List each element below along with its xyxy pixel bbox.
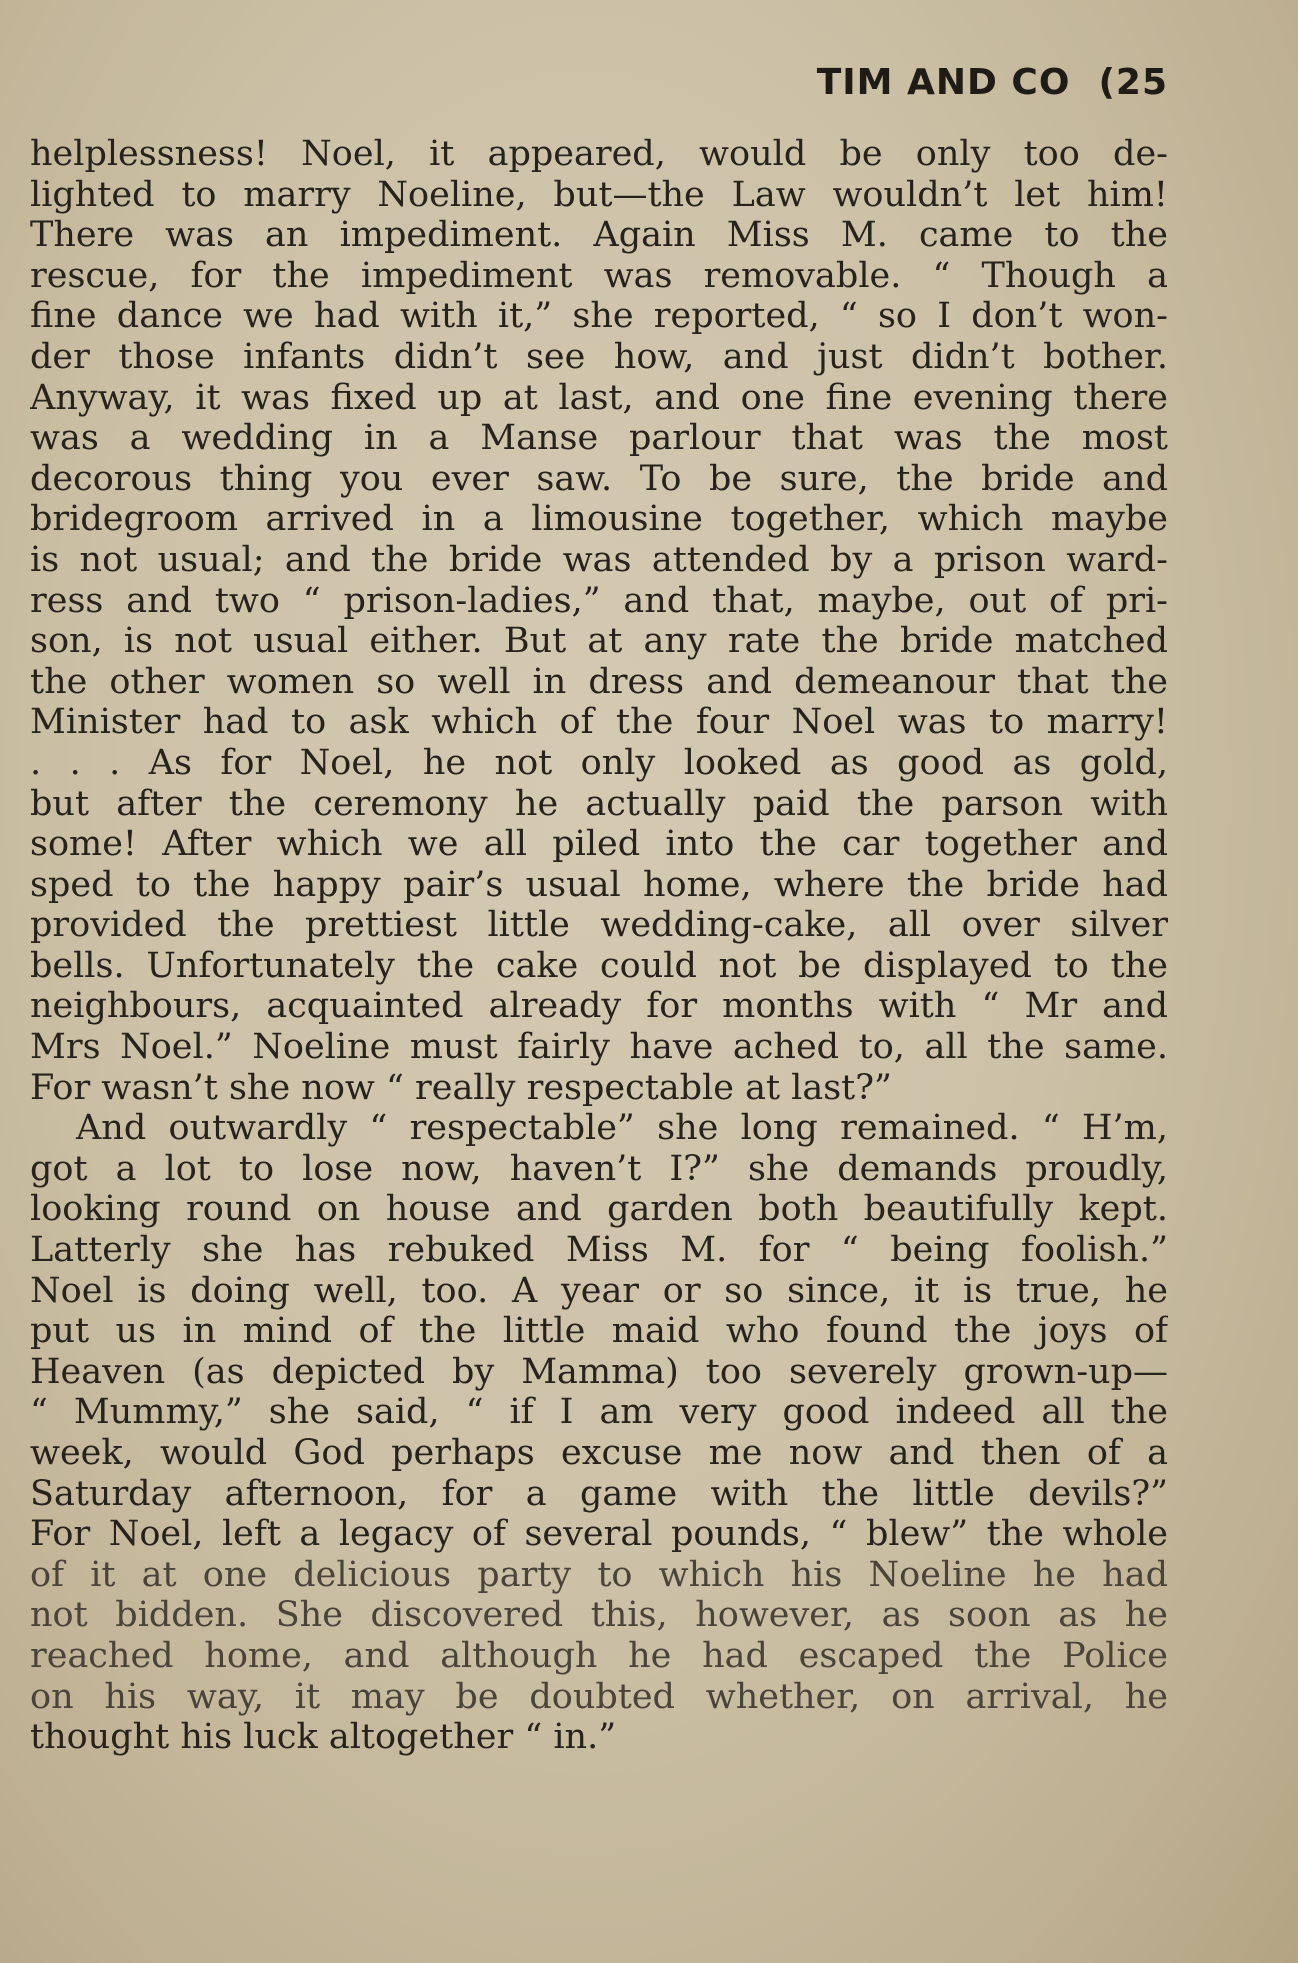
text-line: was a wedding in a Manse parlour that was the most: [30, 418, 1168, 459]
text-line: bells. Unfortunately the cake could not be displayed to the: [30, 945, 1168, 986]
text-line: bridegroom arrived in a limousine together, which maybe: [30, 499, 1168, 540]
text-line: And outwardly “ respectable” she long remained. “ H’m,: [76, 1108, 1168, 1149]
text-line: For Noel, left a legacy of several pounds, “ blew” the whole: [30, 1514, 1168, 1555]
text-line: Anyway, it was fixed up at last, and one fine evening there: [30, 377, 1168, 418]
text-line: not bidden. She discovered this, however, as soon as he: [30, 1595, 1168, 1636]
text-line: of it at one delicious party to which his Noeline he had: [30, 1554, 1168, 1595]
text-line: thought his luck altogether “ in.”: [30, 1717, 617, 1758]
text-line: decorous thing you ever saw. To be sure, the bride and: [30, 458, 1168, 499]
text-line: looking round on house and garden both beautifully kept.: [30, 1189, 1168, 1230]
text-line: on his way, it may be doubted whether, on arrival, he: [30, 1676, 1168, 1717]
page-number: (25: [1098, 62, 1168, 103]
text-line: is not usual; and the bride was attended by a prison ward-: [30, 539, 1168, 580]
text-line: . . . As for Noel, he not only looked as good as gold,: [30, 742, 1168, 783]
text-line: but after the ceremony he actually paid the parson with: [30, 783, 1168, 824]
text-line: Saturday afternoon, for a game with the little devils?”: [30, 1473, 1168, 1514]
text-line: neighbours, acquainted already for months with “ Mr and: [30, 986, 1168, 1027]
text-line: There was an impediment. Again Miss M. came to the: [30, 215, 1168, 256]
text-line: provided the prettiest little wedding-cake, all over silver: [30, 905, 1168, 946]
text-line: fine dance we had with it,” she reported, “ so I don’t won-: [30, 296, 1168, 337]
text-line: Minister had to ask which of the four Noel was to marry!: [30, 702, 1168, 743]
text-line: Latterly she has rebuked Miss M. for “ being foolish.”: [30, 1230, 1168, 1271]
text-line: rescue, for the impediment was removable. “ Though a: [30, 255, 1168, 296]
text-line: “ Mummy,” she said, “ if I am very good indeed all the: [30, 1392, 1168, 1433]
text-line: Noel is doing well, too. A year or so since, it is true, he: [30, 1270, 1168, 1311]
text-line: helplessness! Noel, it appeared, would be only too de-: [30, 134, 1168, 174]
text-line: ress and two “ prison-ladies,” and that, maybe, out of pri-: [30, 580, 1168, 621]
text-line: lighted to marry Noeline, but—the Law wouldn’t let him!: [30, 174, 1168, 215]
text-line: Mrs Noel.” Noeline must fairly have ached to, all the same.: [30, 1027, 1168, 1068]
text-line: der those infants didn’t see how, and just didn’t bother.: [30, 336, 1168, 377]
text-line: put us in mind of the little maid who found the joys of: [30, 1311, 1168, 1352]
running-head: [760, 62, 1168, 103]
text-line: some! After which we all piled into the car together and: [30, 824, 1168, 865]
text-line: the other women so well in dress and demeanour that the: [30, 661, 1168, 702]
text-line: son, is not usual either. But at any rate the bride matched: [30, 621, 1168, 662]
text-line: For wasn’t she now “ really respectable at last?”: [30, 1067, 892, 1108]
text-line: reached home, and although he had escaped the Police: [30, 1635, 1168, 1676]
text-line: got a lot to lose now, haven’t I?” she demands proudly,: [30, 1148, 1168, 1189]
text-line: sped to the happy pair’s usual home, where the bride had: [30, 864, 1168, 905]
running-title: TIM AND CO: [816, 62, 1071, 103]
text-line: week, would God perhaps excuse me now and then of a: [30, 1433, 1168, 1473]
body-text: [30, 134, 1168, 1758]
text-line: Heaven (as depicted by Mamma) too severely grown-up—: [30, 1351, 1168, 1392]
